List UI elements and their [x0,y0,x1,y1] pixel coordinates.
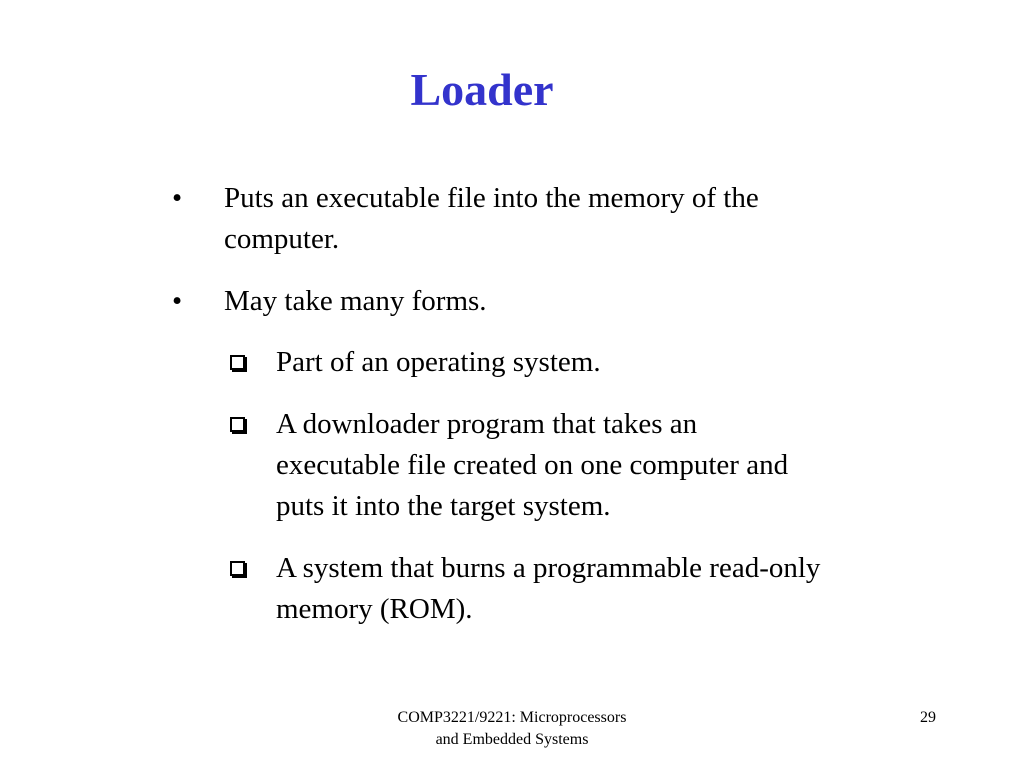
footer-course-title [340,707,684,751]
footer-course-line: and Embedded Systems [435,731,589,748]
checkbox-square-icon [230,417,245,432]
sub-bullet-text [276,342,936,383]
slide-title: Loader [410,64,554,115]
bullet-text-line: computer. [224,223,340,255]
bullet-text [224,281,914,322]
page-number: 29 [920,709,936,726]
bullet-text-line: May take many forms. [224,285,487,317]
footer-course-line: COMP3221/9221: Microprocessors [397,709,627,726]
sub-bullet-text-line: Part of an operating system. [276,346,601,378]
bullet-marker: • [172,285,183,317]
sub-bullet-text [276,548,936,630]
sub-bullet-text-line: A downloader program that takes an [276,408,698,440]
bullet-text [224,178,914,260]
sub-bullet-text-line: A system that burns a programmable read-only [276,552,821,584]
sub-bullet-text-line: memory (ROM). [276,593,473,625]
sub-bullet-text-line: executable file created on one computer and [276,449,789,481]
checkbox-square-icon [230,561,245,576]
bullet-text-line: Puts an executable file into the memory of the [224,182,759,214]
bullet-marker: • [172,182,183,214]
checkbox-square-icon [230,355,245,370]
sub-bullet-text-line: puts it into the target system. [276,490,611,522]
sub-bullet-text [276,404,936,527]
